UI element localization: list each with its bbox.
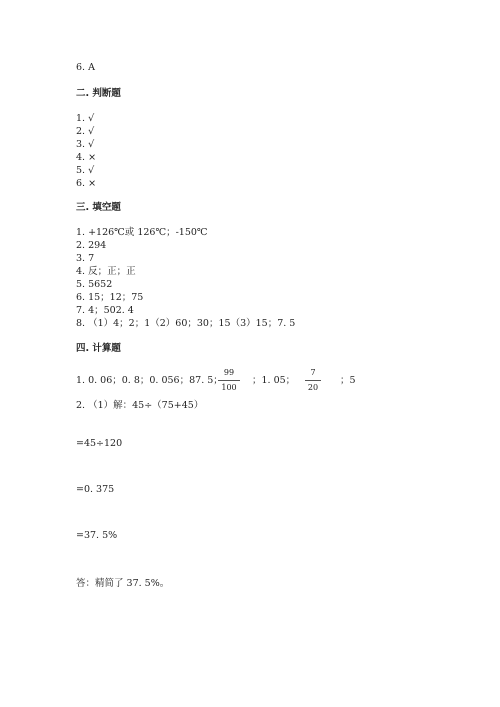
fraction-7-20	[305, 368, 321, 393]
fraction-numerator: 99	[223, 368, 235, 377]
section-title-calc: 四. 计算题	[76, 343, 121, 354]
fill-item: 2. 294	[76, 240, 107, 251]
calc-step: =45÷120	[76, 438, 123, 449]
judge-item: 6. ×	[76, 178, 97, 189]
fraction-bar	[305, 380, 321, 381]
fraction-numerator: 7	[310, 368, 316, 377]
fill-item: 4. 反；正；正	[76, 266, 136, 277]
judge-item: 2. √	[76, 126, 95, 137]
judge-item: 4. ×	[76, 152, 97, 163]
calc-step: =0. 375	[76, 484, 115, 495]
fill-item: 8. （1）4；2；1（2）60；30；15（3）15；7. 5	[76, 318, 296, 329]
fraction-denominator: 20	[307, 383, 319, 392]
fraction-denominator: 100	[221, 383, 237, 392]
judge-item: 5. √	[76, 165, 95, 176]
calc-line1-part-b: ；1. 05；	[252, 375, 296, 386]
fraction-99-100	[218, 368, 240, 393]
choice-answer-6: 6. A	[76, 62, 95, 73]
calc-line1-part-a: 1. 0. 06；0. 8；0. 056；87. 5；	[76, 375, 223, 386]
calc-answer: 答：精简了 37. 5%。	[76, 578, 170, 589]
calc-step: =37. 5%	[76, 530, 118, 541]
judge-item: 3. √	[76, 139, 95, 150]
section-title-fill: 三. 填空题	[76, 202, 121, 213]
fill-item: 3. 7	[76, 253, 95, 264]
calc-line2: 2. （1）解：45÷（75+45）	[76, 400, 204, 411]
judge-item: 1. √	[76, 113, 95, 124]
fraction-bar	[218, 380, 240, 381]
fill-item: 6. 15；12；75	[76, 292, 144, 303]
calc-line1-part-c: ；5	[340, 375, 356, 386]
section-title-judge: 二. 判断题	[76, 88, 121, 99]
fill-item: 1. +126℃或 126℃；-150℃	[76, 227, 208, 238]
fill-item: 7. 4；502. 4	[76, 305, 134, 316]
fill-item: 5. 5652	[76, 279, 113, 290]
